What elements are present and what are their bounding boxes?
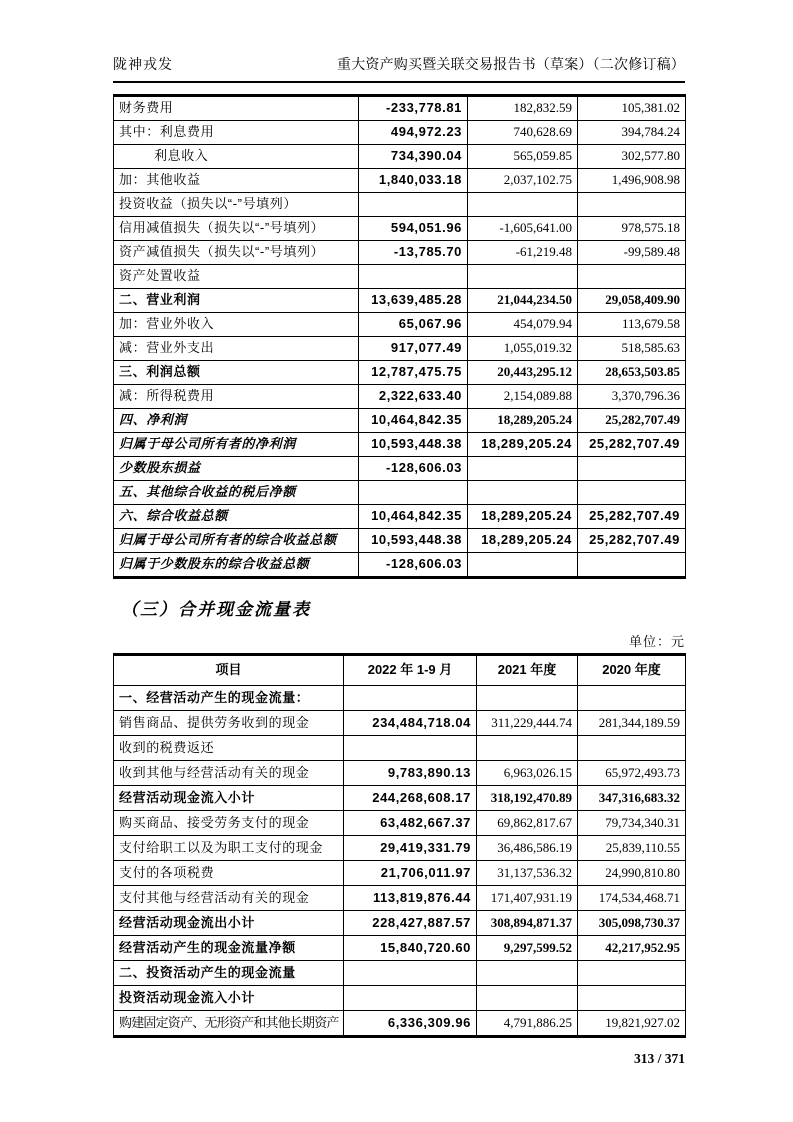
- row-label: 利息收入: [114, 145, 359, 169]
- row-value: 29,058,409.90: [578, 289, 686, 313]
- row-label: 归属于母公司所有者的综合收益总额: [114, 529, 359, 553]
- row-label: 经营活动现金流入小计: [114, 786, 344, 811]
- row-value: 10,593,448.38: [359, 529, 468, 553]
- row-value: 978,575.18: [578, 217, 686, 241]
- row-value: [468, 553, 578, 578]
- row-value: 25,282,707.49: [578, 433, 686, 457]
- table-row: [114, 265, 686, 289]
- row-label: 支付其他与经营活动有关的现金: [114, 886, 344, 911]
- row-value: 305,098,730.37: [578, 911, 686, 936]
- row-value: 2,154,089.88: [468, 385, 578, 409]
- row-value: 24,990,810.80: [578, 861, 686, 886]
- row-value: 25,282,707.49: [578, 529, 686, 553]
- row-value: 69,862,817.67: [477, 811, 578, 836]
- row-label: 归属于少数股东的综合收益总额: [114, 553, 359, 578]
- row-value: [477, 961, 578, 986]
- row-label: 收到的税费返还: [114, 736, 344, 761]
- table-row: [114, 786, 686, 811]
- row-label: 加：营业外收入: [114, 313, 359, 337]
- row-label: 支付给职工以及为职工支付的现金: [114, 836, 344, 861]
- income-statement-table: [113, 94, 686, 579]
- row-value: 454,079.94: [468, 313, 578, 337]
- row-value: 21,044,234.50: [468, 289, 578, 313]
- row-value: [578, 265, 686, 289]
- row-value: 12,787,475.75: [359, 361, 468, 385]
- row-value: 347,316,683.32: [578, 786, 686, 811]
- row-value: 4,791,886.25: [477, 1011, 578, 1037]
- row-value: 13,639,485.28: [359, 289, 468, 313]
- table-row: [114, 96, 686, 121]
- row-value: [477, 686, 578, 711]
- row-value: 105,381.02: [578, 96, 686, 121]
- row-value: 113,819,876.44: [344, 886, 477, 911]
- table-row: [114, 936, 686, 961]
- row-label: 收到其他与经营活动有关的现金: [114, 761, 344, 786]
- table-row: [114, 169, 686, 193]
- row-value: 113,679.58: [578, 313, 686, 337]
- row-value: 9,297,599.52: [477, 936, 578, 961]
- row-label: 信用减值损失（损失以“-”号填列）: [114, 217, 359, 241]
- table-row: [114, 886, 686, 911]
- row-value: 25,839,110.55: [578, 836, 686, 861]
- row-label: 资产处置收益: [114, 265, 359, 289]
- row-label: 投资活动现金流入小计: [114, 986, 344, 1011]
- table-row: [114, 861, 686, 886]
- row-value: 20,443,295.12: [468, 361, 578, 385]
- table-row: [114, 553, 686, 578]
- row-value: 594,051.96: [359, 217, 468, 241]
- row-value: 79,734,340.31: [578, 811, 686, 836]
- row-label: 购买商品、接受劳务支付的现金: [114, 811, 344, 836]
- row-value: [359, 481, 468, 505]
- row-value: 10,464,842.35: [359, 409, 468, 433]
- table-row: [114, 911, 686, 936]
- row-value: 10,464,842.35: [359, 505, 468, 529]
- table-row: [114, 986, 686, 1011]
- row-label: 一、经营活动产生的现金流量：: [114, 686, 344, 711]
- row-value: 311,229,444.74: [477, 711, 578, 736]
- table-row: [114, 686, 686, 711]
- row-value: 394,784.24: [578, 121, 686, 145]
- row-value: 1,055,019.32: [468, 337, 578, 361]
- row-label: 经营活动产生的现金流量净额: [114, 936, 344, 961]
- row-label: 六、综合收益总额: [114, 505, 359, 529]
- row-value: [359, 193, 468, 217]
- table-row: [114, 961, 686, 986]
- row-label: 二、投资活动产生的现金流量: [114, 961, 344, 986]
- table-row: [114, 145, 686, 169]
- row-value: -99,589.48: [578, 241, 686, 265]
- row-value: 36,486,586.19: [477, 836, 578, 861]
- row-value: [468, 481, 578, 505]
- table-row: [114, 811, 686, 836]
- table-row: [114, 761, 686, 786]
- row-value: -1,605,641.00: [468, 217, 578, 241]
- row-value: 565,059.85: [468, 145, 578, 169]
- row-value: 244,268,608.17: [344, 786, 477, 811]
- row-value: 281,344,189.59: [578, 711, 686, 736]
- row-value: [477, 986, 578, 1011]
- row-value: [578, 553, 686, 578]
- row-value: -128,606.03: [359, 457, 468, 481]
- table-row: [114, 241, 686, 265]
- row-value: 234,484,718.04: [344, 711, 477, 736]
- row-label: 四、净利润: [114, 409, 359, 433]
- row-value: 1,840,033.18: [359, 169, 468, 193]
- col-header-2020: 2020 年度: [578, 655, 686, 686]
- row-value: 917,077.49: [359, 337, 468, 361]
- row-label: 资产减值损失（损失以“-”号填列）: [114, 241, 359, 265]
- row-value: 25,282,707.49: [578, 505, 686, 529]
- row-value: 518,585.63: [578, 337, 686, 361]
- row-value: -13,785.70: [359, 241, 468, 265]
- row-value: [578, 961, 686, 986]
- row-value: [344, 686, 477, 711]
- row-label: 少数股东损益: [114, 457, 359, 481]
- table-row: [114, 385, 686, 409]
- row-label: 财务费用: [114, 96, 359, 121]
- page-number: 313 / 371: [633, 1051, 685, 1066]
- table-row: [114, 313, 686, 337]
- row-label: 支付的各项税费: [114, 861, 344, 886]
- row-value: 494,972.23: [359, 121, 468, 145]
- row-value: 182,832.59: [468, 96, 578, 121]
- table-row: [114, 736, 686, 761]
- row-value: 9,783,890.13: [344, 761, 477, 786]
- row-value: 740,628.69: [468, 121, 578, 145]
- row-value: 228,427,887.57: [344, 911, 477, 936]
- row-value: 15,840,720.60: [344, 936, 477, 961]
- row-value: [359, 265, 468, 289]
- row-value: 174,534,468.71: [578, 886, 686, 911]
- row-value: [468, 193, 578, 217]
- row-label: 减：营业外支出: [114, 337, 359, 361]
- table-row: [114, 121, 686, 145]
- row-value: [468, 457, 578, 481]
- row-value: [578, 686, 686, 711]
- row-label: 其中：利息费用: [114, 121, 359, 145]
- page-header: [113, 54, 685, 83]
- table-row: [114, 193, 686, 217]
- table-row: [114, 409, 686, 433]
- row-value: -128,606.03: [359, 553, 468, 578]
- row-value: 18,289,205.24: [468, 409, 578, 433]
- row-value: 2,322,633.40: [359, 385, 468, 409]
- header-company-name: 陇神戎发: [113, 58, 173, 73]
- row-value: [578, 986, 686, 1011]
- table-row: [114, 505, 686, 529]
- col-header-item: 项目: [114, 655, 344, 686]
- unit-label: 单位：元: [628, 634, 685, 649]
- table-row: [114, 529, 686, 553]
- table-row: [114, 361, 686, 385]
- row-value: -61,219.48: [468, 241, 578, 265]
- row-label: 三、利润总额: [114, 361, 359, 385]
- document-page: [113, 54, 685, 1067]
- row-value: 42,217,952.95: [578, 936, 686, 961]
- cashflow-statement-table: [113, 653, 686, 1038]
- row-value: [578, 736, 686, 761]
- row-label: 加：其他收益: [114, 169, 359, 193]
- row-value: 31,137,536.32: [477, 861, 578, 886]
- table-row: [114, 289, 686, 313]
- row-value: -233,778.81: [359, 96, 468, 121]
- row-value: 63,482,667.37: [344, 811, 477, 836]
- row-value: [344, 736, 477, 761]
- table-row: [114, 836, 686, 861]
- row-value: 171,407,931.19: [477, 886, 578, 911]
- row-value: 6,963,026.15: [477, 761, 578, 786]
- row-value: [578, 481, 686, 505]
- section-title: （三）合并现金流量表: [121, 600, 311, 619]
- row-label: 购建固定资产、无形资产和其他长期资产: [114, 1011, 344, 1037]
- header-report-title: 重大资产购买暨关联交易报告书（草案）（二次修订稿）: [337, 58, 685, 73]
- row-value: [344, 986, 477, 1011]
- table-row: [114, 711, 686, 736]
- row-value: [468, 265, 578, 289]
- row-value: 2,037,102.75: [468, 169, 578, 193]
- row-value: 19,821,927.02: [578, 1011, 686, 1037]
- row-value: [477, 736, 578, 761]
- table-row: [114, 337, 686, 361]
- row-label: 销售商品、提供劳务收到的现金: [114, 711, 344, 736]
- row-value: 302,577.80: [578, 145, 686, 169]
- table-header-row: [114, 655, 686, 686]
- col-header-2021: 2021 年度: [477, 655, 578, 686]
- row-value: 21,706,011.97: [344, 861, 477, 886]
- row-value: 1,496,908.98: [578, 169, 686, 193]
- row-label: 投资收益（损失以“-”号填列）: [114, 193, 359, 217]
- row-value: 29,419,331.79: [344, 836, 477, 861]
- row-value: 308,894,871.37: [477, 911, 578, 936]
- row-value: 25,282,707.49: [578, 409, 686, 433]
- table-row: [114, 433, 686, 457]
- table-row: [114, 1011, 686, 1037]
- row-value: 28,653,503.85: [578, 361, 686, 385]
- row-label: 二、营业利润: [114, 289, 359, 313]
- row-label: 五、其他综合收益的税后净额: [114, 481, 359, 505]
- row-value: 3,370,796.36: [578, 385, 686, 409]
- row-value: 318,192,470.89: [477, 786, 578, 811]
- table-row: [114, 481, 686, 505]
- row-value: 65,067.96: [359, 313, 468, 337]
- row-value: 10,593,448.38: [359, 433, 468, 457]
- table-row: [114, 457, 686, 481]
- row-value: [578, 193, 686, 217]
- row-value: 18,289,205.24: [468, 529, 578, 553]
- row-label: 经营活动现金流出小计: [114, 911, 344, 936]
- row-label: 归属于母公司所有者的净利润: [114, 433, 359, 457]
- row-value: 18,289,205.24: [468, 505, 578, 529]
- table-row: [114, 217, 686, 241]
- row-label: 减：所得税费用: [114, 385, 359, 409]
- col-header-2022: 2022 年 1-9 月: [344, 655, 477, 686]
- row-value: [344, 961, 477, 986]
- row-value: 734,390.04: [359, 145, 468, 169]
- row-value: 6,336,309.96: [344, 1011, 477, 1037]
- row-value: 18,289,205.24: [468, 433, 578, 457]
- row-value: 65,972,493.73: [578, 761, 686, 786]
- row-value: [578, 457, 686, 481]
